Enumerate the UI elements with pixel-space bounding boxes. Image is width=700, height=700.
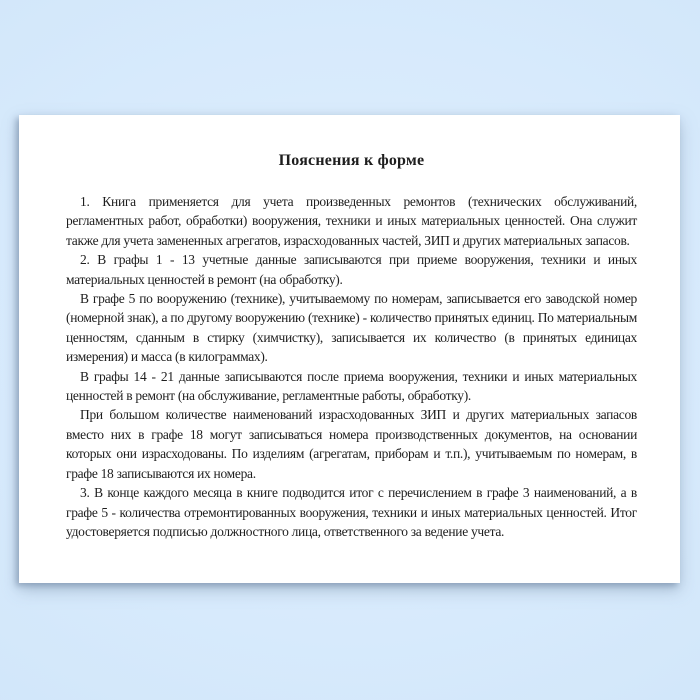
document-page bbox=[19, 115, 680, 583]
page-title: Пояснения к форме bbox=[278, 152, 425, 169]
paragraph-2: 2. В графы 1 - 13 учетные данные записываются при приеме вооружения, техники и иных материальных ценностей в ремонт (на обработку). bbox=[66, 252, 637, 287]
paragraph-4: В графы 14 - 21 данные записываются после приема вооружения, техники и иных материальных ценностей в ремонт (на обслуживание, регламентные работы, обработку). bbox=[66, 368, 637, 404]
paragraph-5: При большом количестве наименований израсходованных ЗИП и других материальных запасов вместо них в графе 18 могут записываться номера производственных документов, на основании которых они израсходованы. По изделиям (агрегатам, приборам и т.п.), учитываемым по номерам, в графе 18 записываются их номера. bbox=[66, 407, 637, 481]
paragraph-1: 1. Книга применяется для учета произведенных ремонтов (технических обслуживаний, регламентных работ, обработки) вооружения, техники и иных материальных ценностей. Она служит также для учета замененных агрегатов, израсходованных частей, ЗИП и других материальных запасов. bbox=[66, 194, 637, 248]
paragraph-6: 3. В конце каждого месяца в книге подводится итог с перечислением в графе 3 наименований, а в графе 5 - количества отремонтированных вооружения, техники и иных материальных ценностей. Итог удостоверяется подписью должностного лица, ответственного за ведение учета. bbox=[66, 485, 637, 539]
paragraph-3: В графе 5 по вооружению (технике), учитываемому по номерам, записывается его заводской номер (номерной знак), а по другому вооружению (технике) - количество принятых единиц. По материальным ценностям, сданным в стирку (химчистку), записывается их количество (в принятых единицах измерения) и масса (в килограммах). bbox=[66, 291, 637, 365]
